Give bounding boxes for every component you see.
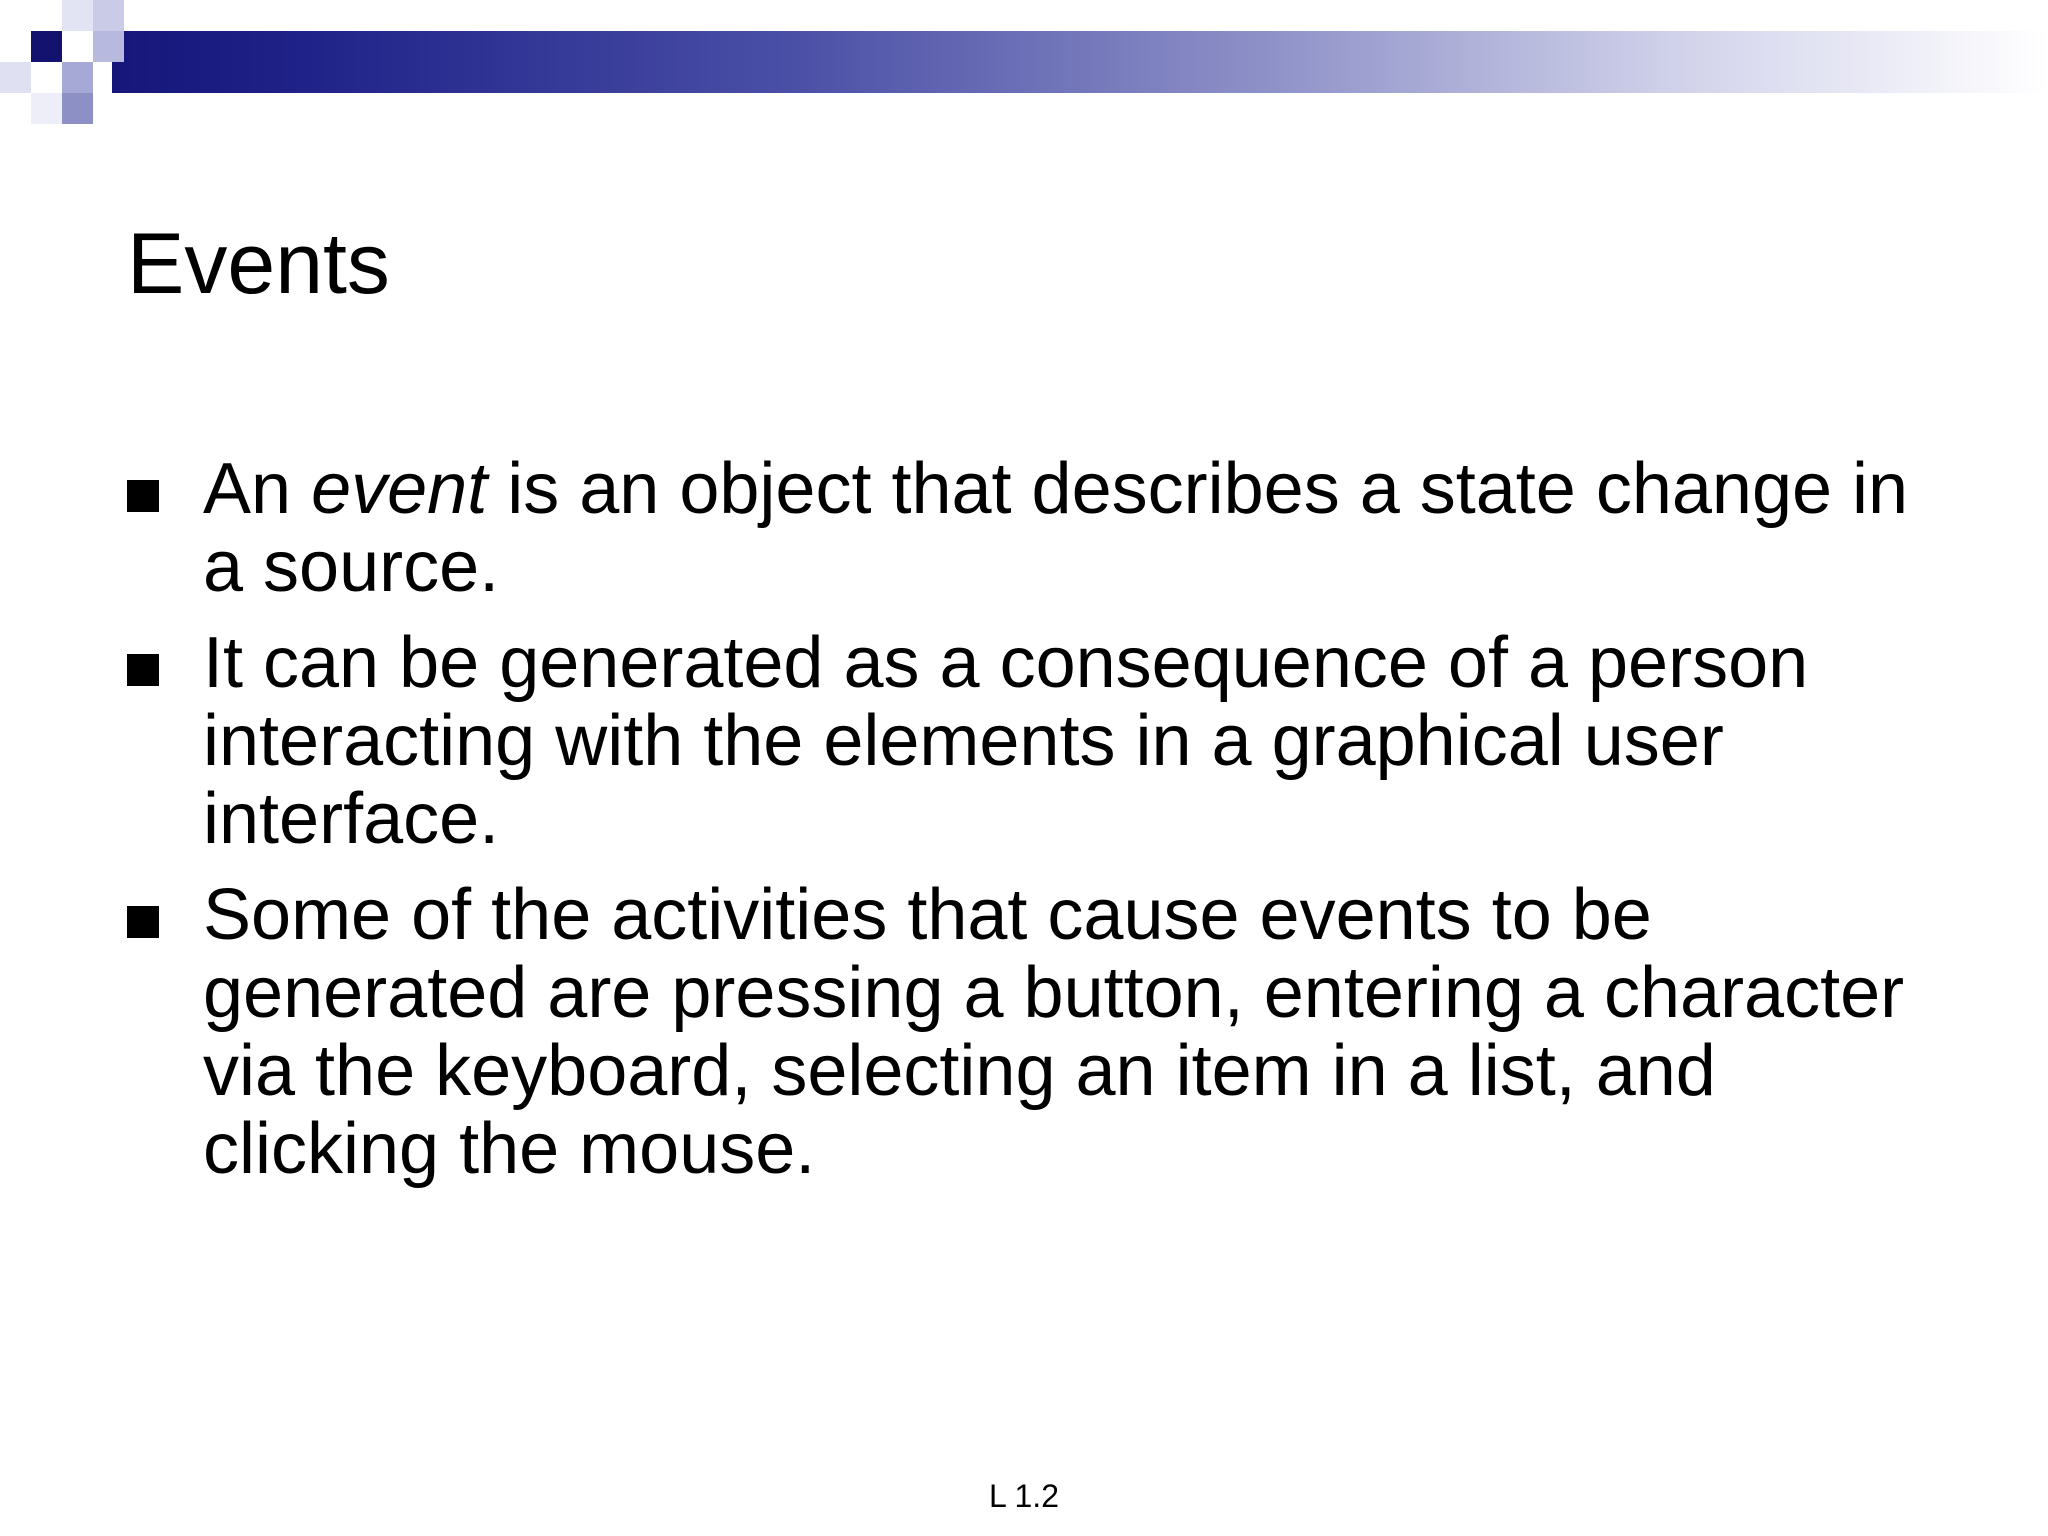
- header-gradient-band: [112, 31, 2048, 93]
- slide-title: Events: [127, 216, 390, 312]
- bullet-text: is an object that describes a state change in a source.: [203, 449, 1909, 607]
- decor-square: [62, 0, 93, 31]
- decor-square: [31, 31, 62, 62]
- slide-footer: L 1.2: [989, 1478, 1059, 1514]
- bullet-item: [127, 450, 1917, 606]
- bullet-list: [127, 450, 1917, 1206]
- decor-square: [62, 93, 93, 124]
- decor-square: [0, 62, 31, 93]
- square-bullet-icon: [127, 480, 159, 512]
- decor-square: [93, 31, 124, 62]
- bullet-item: [127, 624, 1917, 858]
- square-bullet-icon: [127, 654, 159, 686]
- bullet-item: [127, 876, 1917, 1188]
- bullet-emphasis: event: [311, 449, 488, 529]
- bullet-text: Some of the activities that cause events to be generated are pressing a button, entering a character via the keyboard, selecting an item in a list, and clicking the mouse.: [203, 875, 1905, 1189]
- decor-square: [62, 62, 93, 93]
- square-bullet-icon: [127, 906, 159, 938]
- bullet-text: It can be generated as a consequence of a person interacting with the elements in a graphical user interface.: [203, 623, 1809, 859]
- decor-square: [93, 0, 124, 31]
- decor-square: [31, 93, 62, 124]
- bullet-text: An: [203, 449, 312, 529]
